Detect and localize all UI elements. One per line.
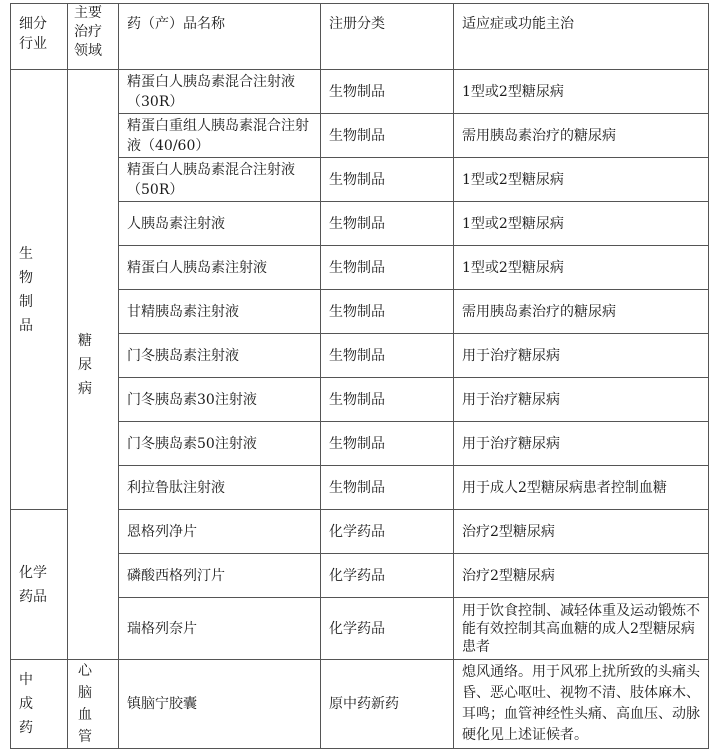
group-diabetes: 糖尿病: [68, 70, 119, 660]
cell-name: 门冬胰岛素注射液: [119, 334, 321, 378]
cell-indication: 用于治疗糖尿病: [454, 334, 709, 378]
cell-category: 生物制品: [321, 334, 454, 378]
header-sector: 细分行业: [11, 4, 68, 70]
cell-category: 化学药品: [321, 598, 454, 660]
cell-name: 精蛋白人胰岛素注射液: [119, 246, 321, 290]
header-product: 药（产）品名称: [119, 4, 321, 70]
cell-indication: 1型或2型糖尿病: [454, 246, 709, 290]
cell-category: 生物制品: [321, 378, 454, 422]
cell-indication: 需用胰岛素治疗的糖尿病: [454, 114, 709, 158]
cell-name: 门冬胰岛素50注射液: [119, 422, 321, 466]
drug-registration-table: [10, 3, 709, 749]
group-cardio: 心脑血管: [68, 660, 119, 749]
cell-indication: 用于饮食控制、减轻体重及运动锻炼不能有效控制其高血糖的成人2型糖尿病患者: [454, 598, 709, 660]
group-chem: 化学药品: [11, 510, 68, 660]
cell-category: 生物制品: [321, 158, 454, 202]
table-row: [11, 660, 709, 749]
cell-category: 生物制品: [321, 202, 454, 246]
cell-name: 镇脑宁胶囊: [119, 660, 321, 749]
cell-name: 精蛋白人胰岛素混合注射液（30R）: [119, 70, 321, 114]
cell-name: 人胰岛素注射液: [119, 202, 321, 246]
cell-indication: 用于成人2型糖尿病患者控制血糖: [454, 466, 709, 510]
registration-table-wrapper: [10, 3, 709, 749]
cell-category: 原中药新药: [321, 660, 454, 749]
cell-category: 生物制品: [321, 246, 454, 290]
table-row: [11, 70, 709, 114]
cell-category: 生物制品: [321, 422, 454, 466]
cell-indication: 治疗2型糖尿病: [454, 554, 709, 598]
header-domain: 主要治疗领域: [68, 4, 119, 70]
cell-indication: 1型或2型糖尿病: [454, 202, 709, 246]
cell-category: 生物制品: [321, 114, 454, 158]
cell-category: 化学药品: [321, 510, 454, 554]
cell-name: 精蛋白人胰岛素混合注射液（50R）: [119, 158, 321, 202]
group-bio: 生物制品: [11, 70, 68, 510]
group-tcm: 中成药: [11, 660, 68, 749]
cell-indication: 1型或2型糖尿病: [454, 70, 709, 114]
cell-name: 利拉鲁肽注射液: [119, 466, 321, 510]
cell-name: 门冬胰岛素30注射液: [119, 378, 321, 422]
header-category: 注册分类: [321, 4, 454, 70]
cell-name: 磷酸西格列汀片: [119, 554, 321, 598]
cell-category: 生物制品: [321, 290, 454, 334]
cell-name: 恩格列净片: [119, 510, 321, 554]
header-indication: 适应症或功能主治: [454, 4, 709, 70]
cell-indication: 用于治疗糖尿病: [454, 378, 709, 422]
cell-category: 化学药品: [321, 554, 454, 598]
cell-indication: 用于治疗糖尿病: [454, 422, 709, 466]
cell-indication: 治疗2型糖尿病: [454, 510, 709, 554]
header-row: [11, 4, 709, 70]
cell-name: 瑞格列奈片: [119, 598, 321, 660]
cell-name: 精蛋白重组人胰岛素混合注射液（40/60）: [119, 114, 321, 158]
cell-name: 甘精胰岛素注射液: [119, 290, 321, 334]
cell-indication: 需用胰岛素治疗的糖尿病: [454, 290, 709, 334]
cell-indication: 熄风通络。用于风邪上扰所致的头痛头昏、恶心呕吐、视物不清、肢体麻木、耳鸣；血管神经性头痛、高血压、动脉硬化见上述证候者。: [454, 660, 709, 749]
cell-category: 生物制品: [321, 70, 454, 114]
cell-category: 生物制品: [321, 466, 454, 510]
cell-indication: 1型或2型糖尿病: [454, 158, 709, 202]
